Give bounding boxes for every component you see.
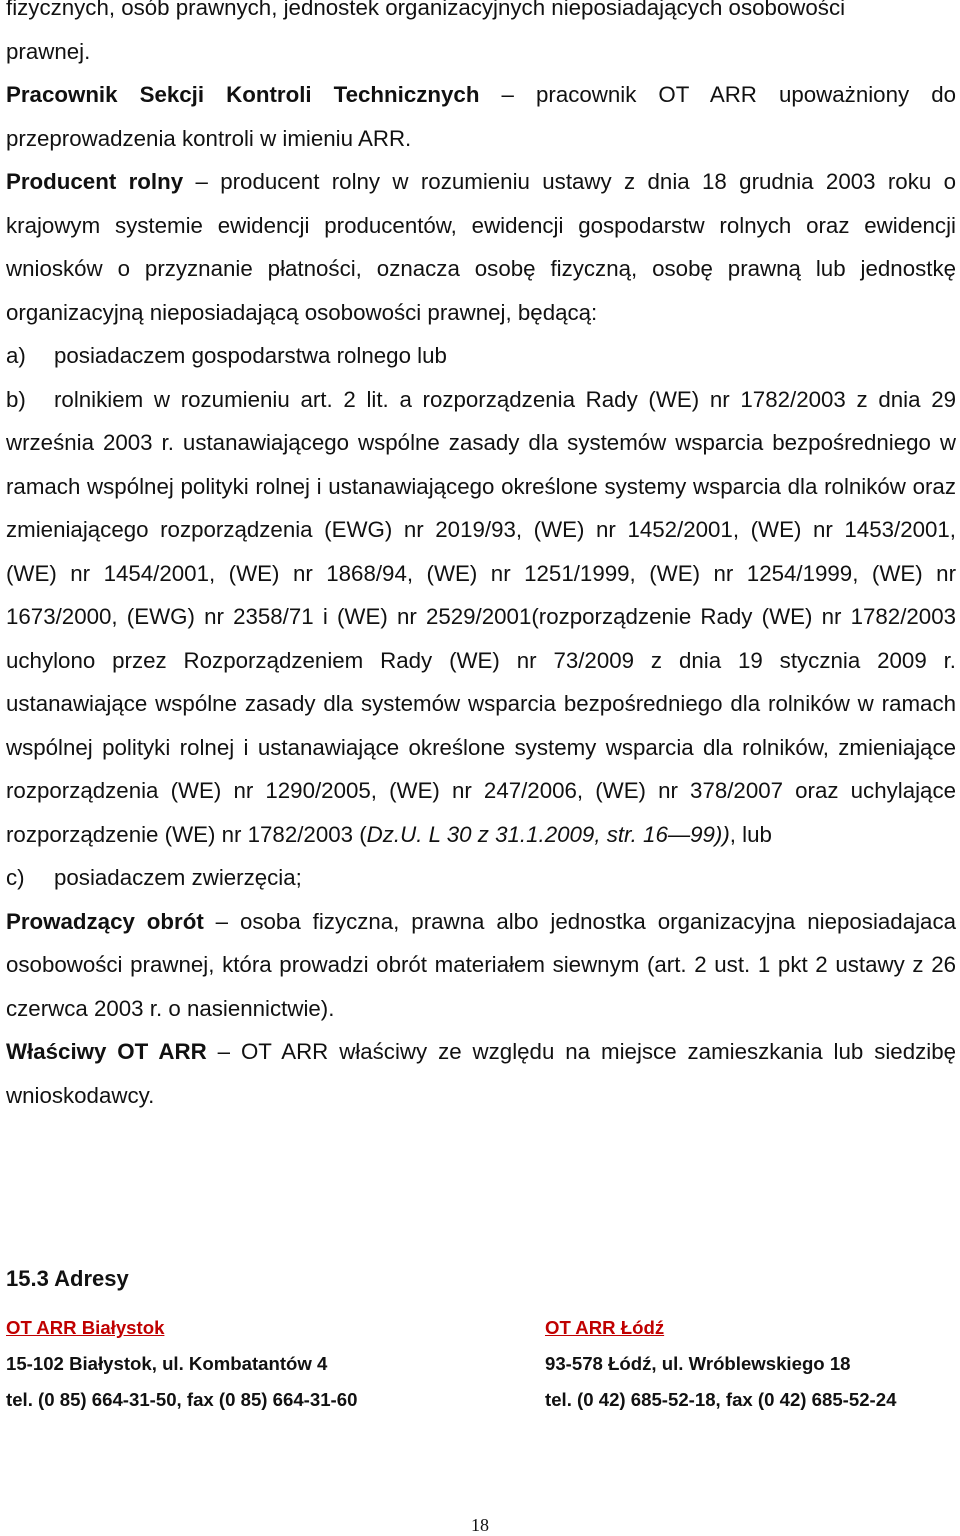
address-block-lodz xyxy=(545,1310,896,1418)
journal-citation: Dz.U. L 30 z 31.1.2009, str. 16—99)) xyxy=(366,821,730,847)
list-item-text: posiadaczem gospodarstwa rolnego lub xyxy=(54,343,447,368)
definition-term: Właściwy OT ARR xyxy=(6,1039,207,1064)
page-number: 18 xyxy=(471,1515,489,1535)
continuation-line-2: prawnej. xyxy=(6,38,91,64)
definition-text: – producent rolny w rozumieniu ustawy z dnia 18 grudnia 2003 roku o krajowym systemie ewidencji producentów, ewidencji gospodarstw rolnych oraz ewidencji wniosków o przyznanie płatności, oznacza osobę fizyczną, osobę prawną lub jednostkę organizacyjną nieposiadającą osobowości prawnej, będącą: xyxy=(6,169,956,325)
list-item-text: rolnikiem w rozumieniu art. 2 lit. a rozporządzenia Rady (WE) nr 1782/2003 z dnia 29 września 2003 r. ustanawiającego wspólne zasady dla systemów wsparcia bezpośredniego w ramach wspólnej polityki rolnej i ustanawiającego określone systemy wsparcia dla rolników oraz zmieniającego rozporządzenia (EWG) nr 2019/93, (WE) nr 1452/2001, (WE) nr 1453/2001, (WE) nr 1454/2001, (WE) nr 1868/94, (WE) nr 1251/1999, (WE) nr 1254/1999, (WE) nr 1673/2000, (EWG) nr 2358/71 i (WE) nr 2529/2001(rozporządzenie Rady (WE) nr 1782/2003 uchylono przez Rozporządzeniem Rady (WE) nr 73/2009 z dnia 19 stycznia 2009 r. ustanawiające wspólne zasady dla systemów wsparcia bezpośredniego dla rolników w ramach wspólnej polityki rolnej i ustanawiające określone systemy wsparcia dla rolników, zmieniające rozporządzenia (WE) nr 1290/2005, (WE) nr 247/2006, (WE) nr 378/2007 oraz uchylające rozporządzenie (WE) nr 1782/2003 ( xyxy=(6,386,956,847)
definition-text: – osoba fizyczna, prawna albo jednostka organizacyjna nieposiadajaca osobowości prawnej, która prowadzi obrót materiałem siewnym (art. 2 ust. 1 pkt 2 ustawy z 26 czerwca 2003 r. o nasiennictwie). xyxy=(6,908,956,1021)
definition-text: – pracownik OT ARR upoważniony do przeprowadzenia kontroli w imieniu ARR. xyxy=(6,82,957,151)
definition-text: – OT ARR właściwy ze względu na miejsce zamieszkania lub siedzibę wnioskodawcy. xyxy=(6,1039,957,1108)
paragraph-continuation xyxy=(6,0,956,73)
list-marker: c) xyxy=(6,865,25,890)
office-street: 15-102 Białystok, ul. Kombatantów 4 xyxy=(6,1353,328,1374)
office-street: 93-578 Łódź, ul. Wróblewskiego 18 xyxy=(545,1353,851,1374)
list-item-b xyxy=(6,378,956,857)
list-marker: a) xyxy=(6,343,26,368)
section-heading: 15.3 Adresy xyxy=(6,1266,129,1291)
address-block-bialystok xyxy=(6,1310,357,1418)
definition-wlasciwy-ot-arr xyxy=(6,1030,956,1117)
office-phone: tel. (0 85) 664-31-50, fax (0 85) 664-31-60 xyxy=(6,1389,358,1410)
continuation-line-1: fizycznych, osób prawnych, jednostek organizacyjnych nieposiadających osobowości xyxy=(6,0,846,20)
list-item-c xyxy=(6,856,956,900)
definition-term: Prowadzący obrót xyxy=(6,908,204,934)
list-item-text: posiadaczem zwierzęcia; xyxy=(54,865,302,890)
list-item-a xyxy=(6,334,956,378)
definition-term: Producent rolny xyxy=(6,169,184,194)
office-name: OT ARR Łódź xyxy=(545,1317,665,1338)
list-item-end: , lub xyxy=(729,821,772,847)
document-body xyxy=(6,0,956,1117)
list-marker: b) xyxy=(6,386,26,412)
definition-producent-rolny xyxy=(6,160,956,334)
office-phone: tel. (0 42) 685-52-18, fax (0 42) 685-52-24 xyxy=(545,1389,897,1410)
definition-prowadzacy-obrot xyxy=(6,900,956,1031)
definition-term: Pracownik Sekcji Kontroli Technicznych xyxy=(6,82,480,107)
definition-pracownik-skt xyxy=(6,73,956,160)
office-name: OT ARR Białystok xyxy=(6,1317,165,1338)
